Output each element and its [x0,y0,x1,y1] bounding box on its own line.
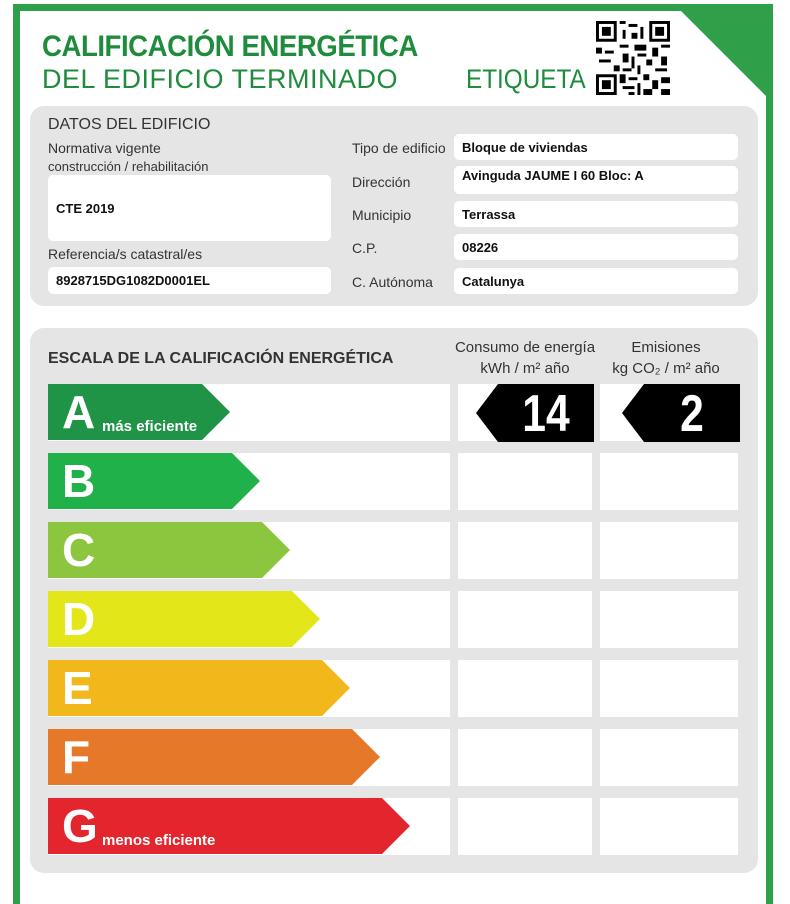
emisiones-cell [600,660,738,717]
page-title: CALIFICACIÓN ENERGÉTICA [42,30,418,63]
class-note: menos eficiente [102,832,216,849]
class-arrow-f [48,729,380,785]
emisiones-value-marker [622,384,740,442]
building-section-title: DATOS DEL EDIFICIO [48,116,211,133]
building-data-panel [30,106,758,306]
class-letter: C [62,524,96,576]
field-value-tipo: Bloque de viviendas [454,134,738,160]
consumo-value-marker [476,384,594,442]
emisiones-cell [600,522,738,579]
class-arrow-d [48,591,320,647]
consumo-value-marker-text: 14 [522,385,570,443]
consumo-cell [458,522,592,579]
energy-scale-panel [30,328,758,873]
consumo-column-title: Consumo de energía [454,339,596,356]
class-letter: F [62,731,91,783]
field-value-autonoma: Catalunya [454,268,738,294]
field-label-autonoma: C. Autónoma [352,274,433,290]
normativa-sublabel: construcción / rehabilitación [48,159,209,174]
referencia-label: Referencia/s catastral/es [48,246,203,262]
emisiones-cell [600,453,738,510]
emisiones-cell [600,798,738,855]
consumo-cell [458,591,592,648]
label-tag: ETIQUETA [466,64,586,94]
scale-section-title: ESCALA DE LA CALIFICACIÓN ENERGÉTICA [48,350,394,367]
normativa-label: Normativa vigente [48,140,161,156]
emisiones-column-unit: kg CO₂ / m² año [612,360,720,377]
consumo-cell [458,798,592,855]
emisiones-cell [600,729,738,786]
normativa-value: CTE 2019 [48,175,331,241]
class-arrow-b [48,453,260,509]
consumo-cell [458,453,592,510]
emisiones-column-title: Emisiones [631,339,701,356]
page-subtitle: DEL EDIFICIO TERMINADO [42,64,399,94]
referencia-value: 8928715DG1082D0001EL [48,267,331,294]
emisiones-value-marker-text: 2 [680,385,704,443]
arrow-shape [48,660,350,716]
field-value-direccion: Avinguda JAUME I 60 Bloc: A [454,166,738,194]
emisiones-cell [600,591,738,648]
field-label-direccion: Dirección [352,174,411,190]
class-letter: E [62,662,93,714]
field-label-cp: C.P. [352,240,378,256]
class-note: más eficiente [102,418,198,435]
class-arrow-c [48,522,290,578]
qr-code-icon [596,21,670,95]
class-letter: D [62,593,96,645]
consumo-cell [458,660,592,717]
field-value-municipio: Terrassa [454,201,738,227]
arrow-shape [48,729,380,785]
field-value-cp: 08226 [454,234,738,260]
consumo-column-unit: kWh / m² año [480,360,570,377]
class-arrow-g [48,798,410,854]
class-arrow-a [48,384,230,440]
class-arrow-e [48,660,350,716]
field-label-tipo: Tipo de edificio [352,140,446,156]
class-letter: G [62,800,98,852]
field-label-municipio: Municipio [352,207,412,223]
class-letter: B [62,455,96,507]
consumo-cell [458,729,592,786]
corner-triangle [681,11,773,103]
class-letter: A [62,386,96,438]
